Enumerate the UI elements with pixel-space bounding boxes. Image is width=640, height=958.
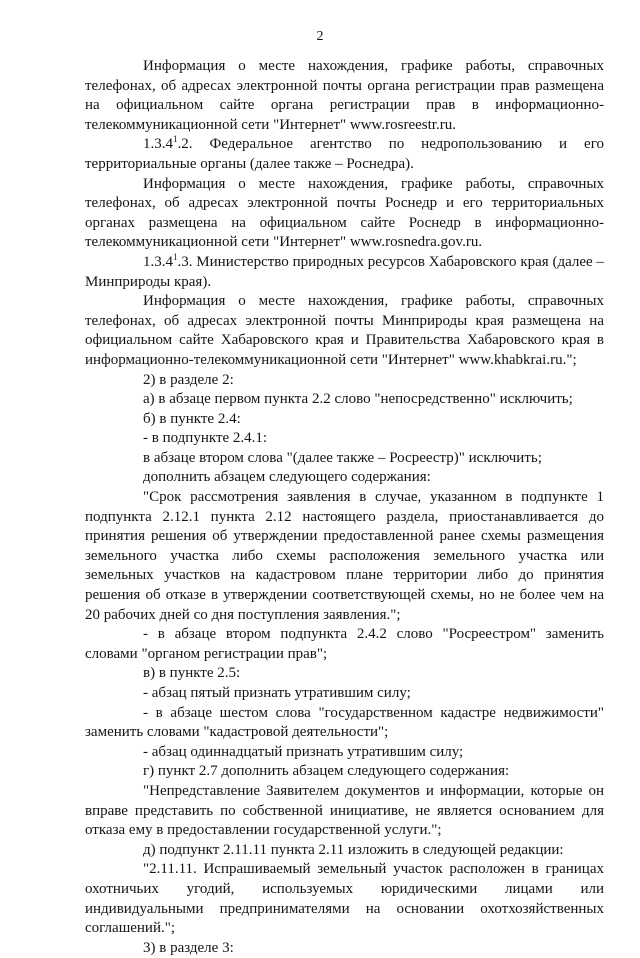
paragraph-abzats-6: - в абзаце шестом слова "государственном кадастре недвижимости" заменить словами "кадастровой деятельности"; xyxy=(85,704,604,741)
paragraph-item-a: а) в абзаце первом пункта 2.2 слово "непосредственно" исключить; xyxy=(143,391,573,408)
paragraph-item-b: б) в пункте 2.4: xyxy=(143,410,241,427)
paragraph-item-d: д) подпункт 2.11.11 пункта 2.11 изложить в следующей редакции: xyxy=(143,841,564,858)
paragraph-info-rosreestr: Информация о месте нахождения, графике работы, справочных телефонах, об адресах электронной почты органа регистрации прав размещена на официальном сайте органа регистрации прав в информационно-телекоммуникационной сети "Интернет" www.rosreestr.ru. xyxy=(85,58,604,133)
paragraph-item-v: в) в пункте 2.5: xyxy=(143,665,241,682)
superscript: 1 xyxy=(173,251,178,262)
paragraph-second-abzats: в абзаце втором слова "(далее также – Росреестр)" исключить; xyxy=(143,449,542,466)
paragraph-abzats-11: - абзац одиннадцатый признать утратившим силу; xyxy=(143,743,464,760)
item-text: .2. Федеральное агентство по недропользованию и его территориальные органы (далее также – Роснедра). xyxy=(85,136,604,172)
paragraph-item-1-3-4-1-2 xyxy=(85,135,604,174)
paragraph-info-rosnedra: Информация о месте нахождения, графике работы, справочных телефонах, об адресах электронной почты Роснедр и его территориальных органах размещена на официальном сайте Роснедр в информационно-телекоммуникационной сети "Интернет" www.rosnedra.gov.ru. xyxy=(85,175,604,251)
paragraph-subitem-2-4-2: - в абзаце втором подпункта 2.4.2 слово "Росреестром" заменить словами "органом регистрации прав"; xyxy=(85,626,604,662)
superscript: 1 xyxy=(173,134,178,145)
item-text: .3. Министерство природных ресурсов Хабаровского края (далее – Минприроды края). xyxy=(85,253,604,290)
item-number: 1.3.4 xyxy=(143,136,173,153)
paragraph-abzats-5: - абзац пятый признать утратившим силу; xyxy=(143,685,411,701)
paragraph-add-abzats: дополнить абзацем следующего содержания: xyxy=(143,469,431,486)
page-number: 2 xyxy=(316,29,324,44)
paragraph-item-1-3-4-1-3 xyxy=(85,253,604,292)
paragraph-subitem-2-4-1: - в подпункте 2.4.1: xyxy=(143,430,268,447)
paragraph-info-minprirody: Информация о месте нахождения, графике работы, справочных телефонах, об адресах электронной почты Минприроды края размещена на официальном сайте Хабаровского края и Правительства Хабаровского края в информационно-телекоммуникационной сети "Интернет" www.khabkrai.ru."; xyxy=(85,293,604,368)
paragraph-section-3: 3) в разделе 3: xyxy=(143,939,234,956)
paragraph-2-11-11-quote: "2.11.11. Испрашиваемый земельный участок расположен в границах охотничьих угодий, используемых юридическими лицами или индивидуальными предпринимателями на основании охотхозяйственных соглашений."; xyxy=(85,861,604,937)
document-body xyxy=(85,57,604,958)
paragraph-section-2: 2) в разделе 2: xyxy=(143,371,234,388)
paragraph-term-quote: "Срок рассмотрения заявления в случае, указанном в подпункте 1 подпункта 2.12.1 пункта 2.12 настоящего раздела, приостанавливается до принятия решения об утверждении предоставленной ранее схемы размещения земельного участка либо схемы расположения земельного участка или земельных участков на кадастровом плане территории либо до принятия решения об отказе в утверждении соответствующей схемы, но не более чем на 20 рабочих дней со дня поступления заявления."; xyxy=(85,489,604,623)
item-number: 1.3.4 xyxy=(143,253,173,270)
paragraph-nonsubmission-quote: "Непредставление Заявителем документов и информации, которые он вправе представить по собственной инициативе, не является основанием для отказа ему в предоставлении государственной услуги."; xyxy=(85,782,604,839)
paragraph-item-g: г) пункт 2.7 дополнить абзацем следующего содержания: xyxy=(143,763,510,780)
